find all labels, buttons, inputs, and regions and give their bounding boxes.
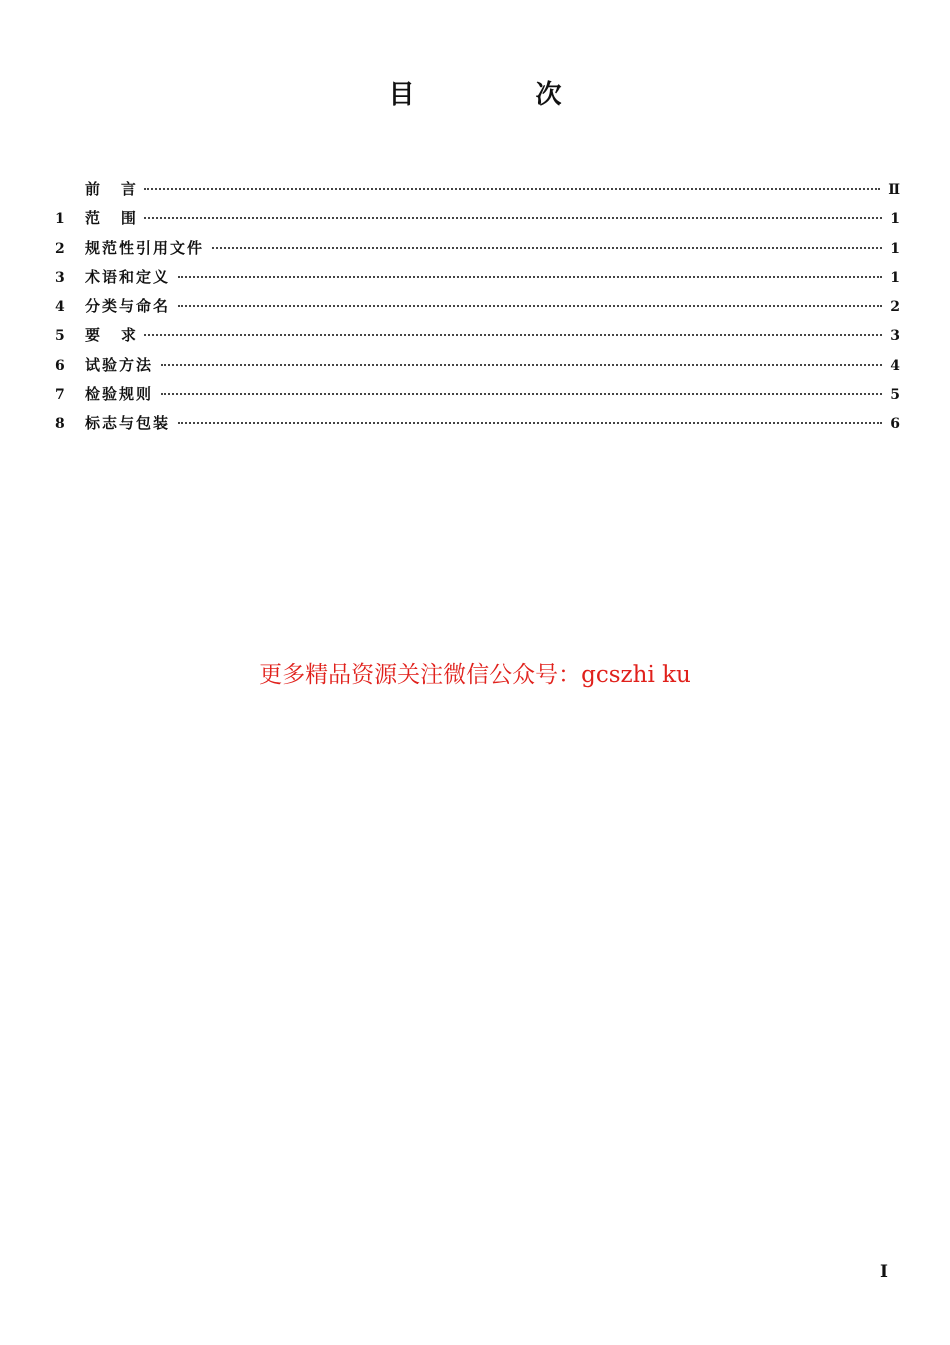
- watermark-text: 更多精品资源关注微信公众号：gcszhi ku: [259, 662, 691, 688]
- toc-entry-page: 1: [890, 240, 900, 257]
- toc-entry-terms-definitions[interactable]: [55, 266, 900, 295]
- toc-dot-leader: [161, 393, 882, 395]
- toc-entry-marking-packaging[interactable]: [55, 412, 900, 441]
- toc-entry-number: 4: [55, 299, 65, 316]
- toc-entry-page: 4: [890, 357, 900, 374]
- toc-entry-page: 1: [890, 211, 900, 228]
- toc-entry-page: 2: [890, 299, 900, 316]
- toc-dot-leader: [144, 188, 880, 190]
- toc-entry-test-methods[interactable]: [55, 354, 900, 383]
- toc-entry-requirements[interactable]: [55, 324, 900, 353]
- toc-entry-title: 前 言: [85, 180, 136, 198]
- toc-entry-number: 2: [55, 240, 65, 257]
- toc-entry-title: 要 求: [85, 326, 136, 345]
- toc-entry-page: 6: [890, 416, 900, 433]
- toc-entry-title: 术语和定义: [85, 267, 171, 286]
- toc-entry-number: 8: [55, 416, 65, 433]
- toc-entry-number: 1: [55, 211, 65, 228]
- toc-entry-page: 3: [890, 328, 900, 345]
- toc-entry-title: 规范性引用文件: [85, 238, 205, 257]
- toc-entry-normative-references[interactable]: [55, 237, 900, 266]
- toc-entry-number: 6: [55, 357, 65, 374]
- toc-entry-number: 7: [55, 387, 65, 404]
- toc-entry-title: 分类与命名: [85, 297, 171, 316]
- toc-entry-page: Ⅱ: [888, 182, 900, 198]
- toc-entry-page: 5: [890, 387, 900, 404]
- toc-dot-leader: [212, 247, 882, 249]
- toc-dot-leader: [144, 217, 882, 219]
- toc-entry-title: 试验方法: [85, 355, 154, 374]
- toc-dot-leader: [178, 276, 882, 278]
- toc-entry-page: 1: [890, 269, 900, 286]
- table-of-contents: [55, 178, 900, 442]
- toc-dot-leader: [144, 334, 882, 336]
- toc-entry-title: 范 围: [85, 209, 136, 228]
- toc-entry-classification[interactable]: [55, 295, 900, 324]
- toc-dot-leader: [161, 364, 882, 366]
- toc-entry-preface[interactable]: [55, 178, 900, 207]
- page-number: I: [880, 1262, 888, 1282]
- toc-dot-leader: [178, 305, 882, 307]
- toc-entry-scope[interactable]: [55, 207, 900, 236]
- toc-entry-title: 标志与包装: [85, 414, 171, 433]
- toc-entry-title: 检验规则: [85, 385, 154, 404]
- toc-entry-number: 3: [55, 269, 65, 286]
- page-title: 目 次: [388, 80, 618, 110]
- toc-entry-number: 5: [55, 328, 65, 345]
- toc-dot-leader: [178, 422, 882, 424]
- toc-entry-inspection-rules[interactable]: [55, 383, 900, 412]
